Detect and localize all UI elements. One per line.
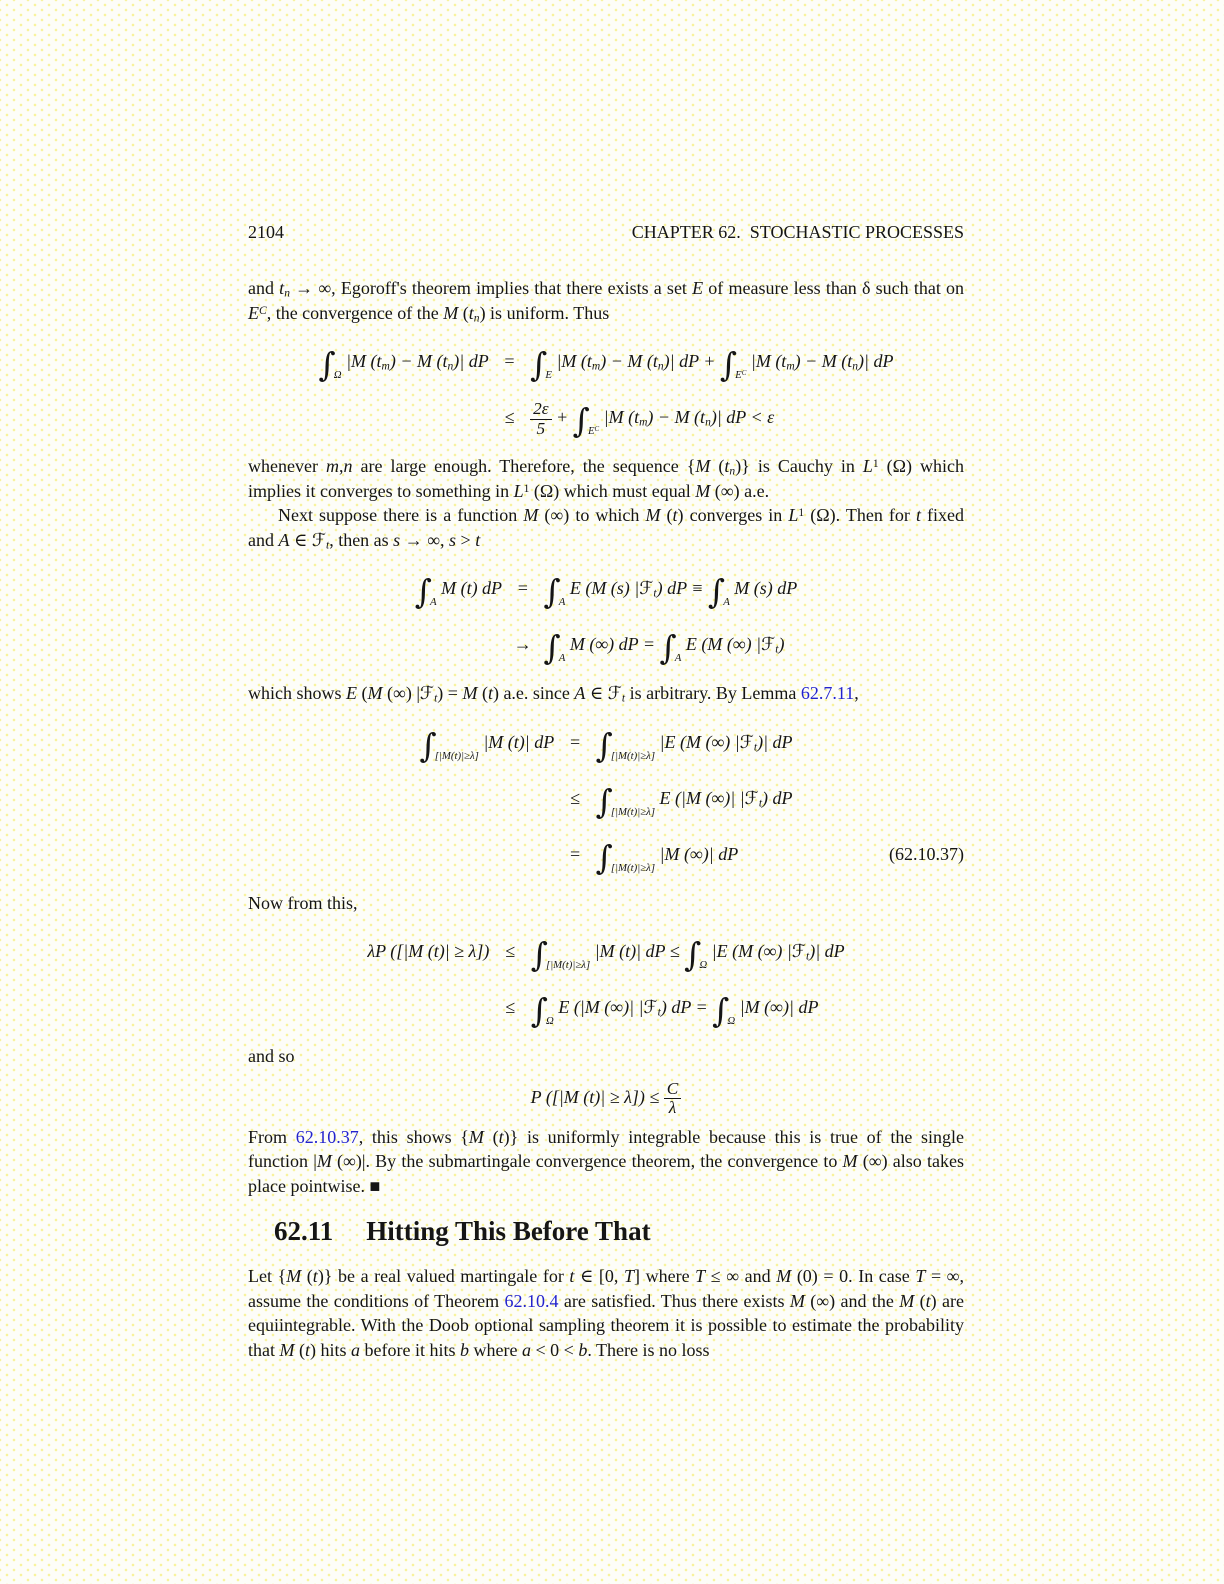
equation-block-2 [248,566,964,667]
equation-rhs: $\int_{[|M(t)|\ge\lambda]}$ E (|M (∞)| |ℱ$_t$) dP [595,781,793,821]
equation-lhs: $\int_\Omega$ |M $(t_m) - M$ $(t_n)|$ dP [318,345,489,384]
paragraph: Let {M (t)} be a real valued martingale for t ∈ [0, T] where T ≤ ∞ and M (0) = 0. In case T = ∞, assume the conditions of Theorem 62.10.4 are satisfied. Thus there exists M (∞) and the M (t) are equiintegrable. With the Doob optional sampling theorem it is possible to estimate the probability that M (t) hits a before it hits b where a < 0 < b. There is no loss [248,1266,965,1360]
paragraph: Now from this, [248,892,358,913]
equation-spacer [793,832,964,877]
integral-sign: ∫ [707,572,726,611]
integral-sign: ∫ [318,345,336,384]
integral-sign: ∫ [595,781,613,821]
integral-sign: ∫ [530,991,548,1030]
equation-relation: = [503,351,516,371]
equation-block-5: P ([|M (t)| ≥ λ]) ≤ $\frac{C}{\lambda}$ [248,1071,964,1123]
integral-sign: ∫ [419,725,437,765]
paragraph: whenever m,n are large enough. Therefore, the sequence {M $(t_n)$} is Cauchy in $L^1$ (Ω) which implies it converges to something in $L^1$ (Ω) which must equal M (∞) a.e. [248,456,965,501]
equation-relation: ≤ [505,997,515,1017]
integral-sign: ∫ [543,628,561,667]
integral-sign: ∫ [414,572,432,611]
cross-reference-link[interactable]: 62.10.4 [504,1290,559,1311]
integral-sign: ∫ [530,345,548,384]
equation-block-3 [248,720,964,877]
integral-sign: ∫ [684,935,702,974]
section-number: 62.11 [274,1216,334,1246]
equation-relation: = [516,578,529,598]
fraction: $\frac{2\varepsilon}{5}$ [530,400,551,438]
equation-relation: ≤ [504,407,515,427]
equation-rhs: $\int_A$ M (∞) dP = $\int_A$ E (M (∞) |ℱ$_t$) [543,628,785,667]
integral-sign: ∫ [659,628,677,667]
integral-sign: ∫ [595,725,613,765]
integral-sign: ∫ [543,572,561,611]
equation-lhs: λP ([|M (t)| ≥ λ]) [367,941,490,961]
fraction: $\frac{C}{\lambda}$ [664,1080,682,1118]
integral-sign: ∫ [712,991,730,1030]
equation-rhs: $\int_{[|M(t)|\ge\lambda]}$ |E (M (∞) |ℱ$_t$)| dP [595,725,793,765]
equation-rhs: $\int_{[|M(t)|\ge\lambda]}$ |M (∞)| dP [595,837,739,877]
equation-block-4 [248,929,964,1030]
chapter-header: CHAPTER 62. STOCHASTIC PROCESSES [631,222,964,242]
equation-relation: = [568,843,581,864]
equation-rhs: $\int_{[|M(t)|\ge\lambda]}$ |M (t)| dP ≤ $\int_\Omega$ |E (M (∞) |ℱ$_t$)| dP [530,935,845,974]
paragraph: Next suppose there is a function M (∞) to which M (t) converges in $L^1$ (Ω). Then for t fixed and A ∈ ℱ$_t$, then as s → ∞, s > t [248,505,965,552]
equation-rhs: $\int_\Omega$ E (|M (∞)| |ℱ$_t$) dP = $\int_\Omega$ |M (∞)| dP [530,991,819,1030]
integral-sign: ∫ [572,401,590,440]
paragraph: From 62.10.37, this shows {M (t)} is uniformly integrable because this is true of the single function |M (∞)|. By the submartingale convergence theorem, the convergence to M (∞) also takes place pointwise. ■ [248,1126,965,1196]
page-number: 2104 [248,222,284,242]
section-title: Hitting This Before That [366,1216,651,1246]
equation-lhs: $\int_{[|M(t)|\ge\lambda]}$ |M (t)| dP [419,725,555,765]
equation-lhs: $\int_A$ M (t) dP [414,572,503,611]
equation-relation: ≤ [505,941,515,961]
equation-relation: → [513,634,532,654]
equation-block-1 [248,339,964,440]
equation-relation: = [568,731,581,752]
paragraph: and so [248,1046,295,1066]
cross-reference-link[interactable]: 62.10.37 [295,1126,359,1147]
paragraph: and $t_n$ → ∞, Egoroff's theorem implies that there exists a set E of measure less than δ such that on $E^C$, the convergence of the M $(t_n)$ is uniform. Thus [248,278,965,325]
integral-sign: ∫ [595,837,613,877]
text-column [248,0,964,1362]
running-header [248,221,964,243]
equation-rhs: $\int_E$ |M $(t_m) - M$ $(t_n)|$ dP + $\int_{E^C}$ |M $(t_m) - M$ $(t_n)|$ dP [530,345,894,384]
equation-rhs: $\int_A$ E (M (s) |ℱ$_t$) dP ≡ $\int_A$ M (s) dP [543,572,798,611]
equation-rhs: $\frac{2\varepsilon}{5}$ + $\int_{E^C}$ |M $(t_m) - M$ $(t_n)|$ dP < ε [530,395,893,440]
section-heading [274,1214,964,1248]
equation-relation: ≤ [569,787,580,808]
integral-sign: ∫ [530,935,548,974]
paragraph: which shows E (M (∞) |ℱ$_t$) = M (t) a.e. since A ∈ ℱ$_t$ is arbitrary. By Lemma 62.7.11, [248,683,859,705]
integral-sign: ∫ [719,345,738,384]
cross-reference-link[interactable]: 62.7.11 [800,683,855,703]
equation-number: (62.10.37) [889,843,964,864]
